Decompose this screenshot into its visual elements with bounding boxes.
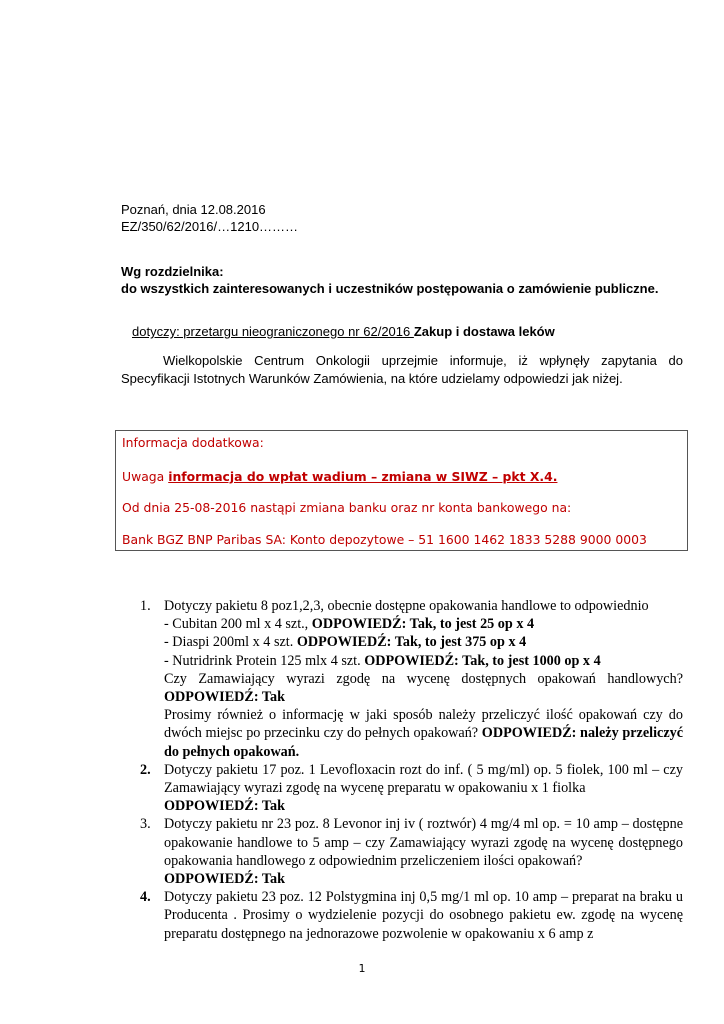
item-number: 4. [140,889,151,906]
item-answer: ODPOWIEDŹ: Tak [164,798,286,815]
item-answer: ODPOWIEDŹ: Tak [164,871,286,888]
item-number: 1. [140,598,151,614]
info-notice-prefix: Uwaga [122,469,169,484]
item-question: Dotyczy pakietu 23 poz. 12 Polstygmina inj 0,5 mg/1 ml op. 10 amp – preparat na braku u Producenta . Prosimy o wydzielenie pozycji do osobnego pakietu ew. zgodę na wycenę preparatu dostępnego na jednorazowe pozwolenie w opakowaniu x 6 amp z [164,889,683,942]
questions-list [140,597,683,943]
subject-line [132,323,555,340]
sub-item-text: - Cubitan 200 ml x 4 szt., [164,616,312,633]
subject-reference: dotyczy: przetargu nieograniczonego nr 62/2016 [132,324,414,339]
info-bank-line: Bank BGZ BNP Paribas SA: Konto depozytowe – 51 1600 1462 1833 5288 9000 0003 [122,532,647,547]
recipient-line-2: do wszystkich zainteresowanych i uczestników postępowania o zamówienie publiczne. [121,281,659,296]
sub-item [164,633,683,651]
item-answer-2: ODPOWIEDŹ: należy przeliczyć do pełnych opakowań. [164,725,684,760]
sub-item [164,615,683,633]
info-change-line: Od dnia 25-08-2016 nastąpi zmiana banku oraz nr konta bankowego na: [122,500,572,515]
info-notice [122,469,557,484]
list-item [140,815,683,888]
additional-info-box [115,430,688,551]
item-question: Dotyczy pakietu nr 23 poz. 8 Levonor inj iv ( roztwór) 4 mg/4 ml op. = 10 amp – dostępne opakowanie handlowe to 5 amp – czy Zamawiający wyrazi zgodę na wycenę dostępnego opakowania handlowego z odpowiednim przeliczeniem ilości opakowań? [164,816,683,869]
item-number: 2. [140,761,151,778]
item-number: 3. [140,816,151,833]
item-question-2 [164,706,683,761]
sub-item-answer: ODPOWIEDŹ: Tak, to jest 25 op x 4 [311,616,535,633]
sub-item-answer: ODPOWIEDŹ: Tak, to jest 1000 op x 4 [364,652,601,669]
sub-item-text: - Nutridrink Protein 125 mlx 4 szt. [164,652,365,669]
place-date: Poznań, dnia 12.08.2016 [121,202,266,217]
sub-item [164,652,683,670]
recipient-line-1: Wg rozdzielnika: [121,264,224,279]
sub-item-answer: ODPOWIEDŹ: Tak, to jest 375 op x 4 [296,634,527,651]
info-title: Informacja dodatkowa: [122,435,264,450]
list-item [140,888,683,943]
sub-item-text: - Diaspi 200ml x 4 szt. [164,634,297,651]
recipient-block [121,263,658,297]
document-header [121,201,298,235]
item-intro: Dotyczy pakietu 8 poz1,2,3, obecnie dostępne opakowania handlowe to odpowiednio [164,598,649,614]
list-item [140,761,683,816]
subject-title: Zakup i dostawa leków [413,324,555,339]
reference-number: EZ/350/62/2016/…1210……… [121,219,299,234]
item-answer: ODPOWIEDŹ: Tak [164,689,286,706]
item-question-2-text: Prosimy również o informację w jaki sposób należy przeliczyć ilość opakowań czy do dwóch miejsc po przecinku czy do pełnych opakowań? [164,707,683,742]
item-question: Dotyczy pakietu 17 poz. 1 Levofloxacin rozt do inf. ( 5 mg/ml) op. 5 fiolek, 100 ml – czy Zamawiający wyrazi zgodę na wycenę preparatu w opakowaniu x 1 fiolka [164,761,683,797]
page-number: 1 [358,962,366,975]
item-question: Czy Zamawiający wyrazi zgodę na wycenę dostępnych opakowań handlowych? [164,670,683,687]
info-notice-bold: informacja do wpłat wadium – zmiana w SIWZ – pkt X.4. [168,469,558,484]
list-item [140,597,683,761]
intro-paragraph: Wielkopolskie Centrum Onkologii uprzejmie informuje, iż wpłynęły zapytania do Specyfikacji Istotnych Warunków Zamówienia, na które udzielamy odpowiedzi jak niżej. [121,353,683,386]
